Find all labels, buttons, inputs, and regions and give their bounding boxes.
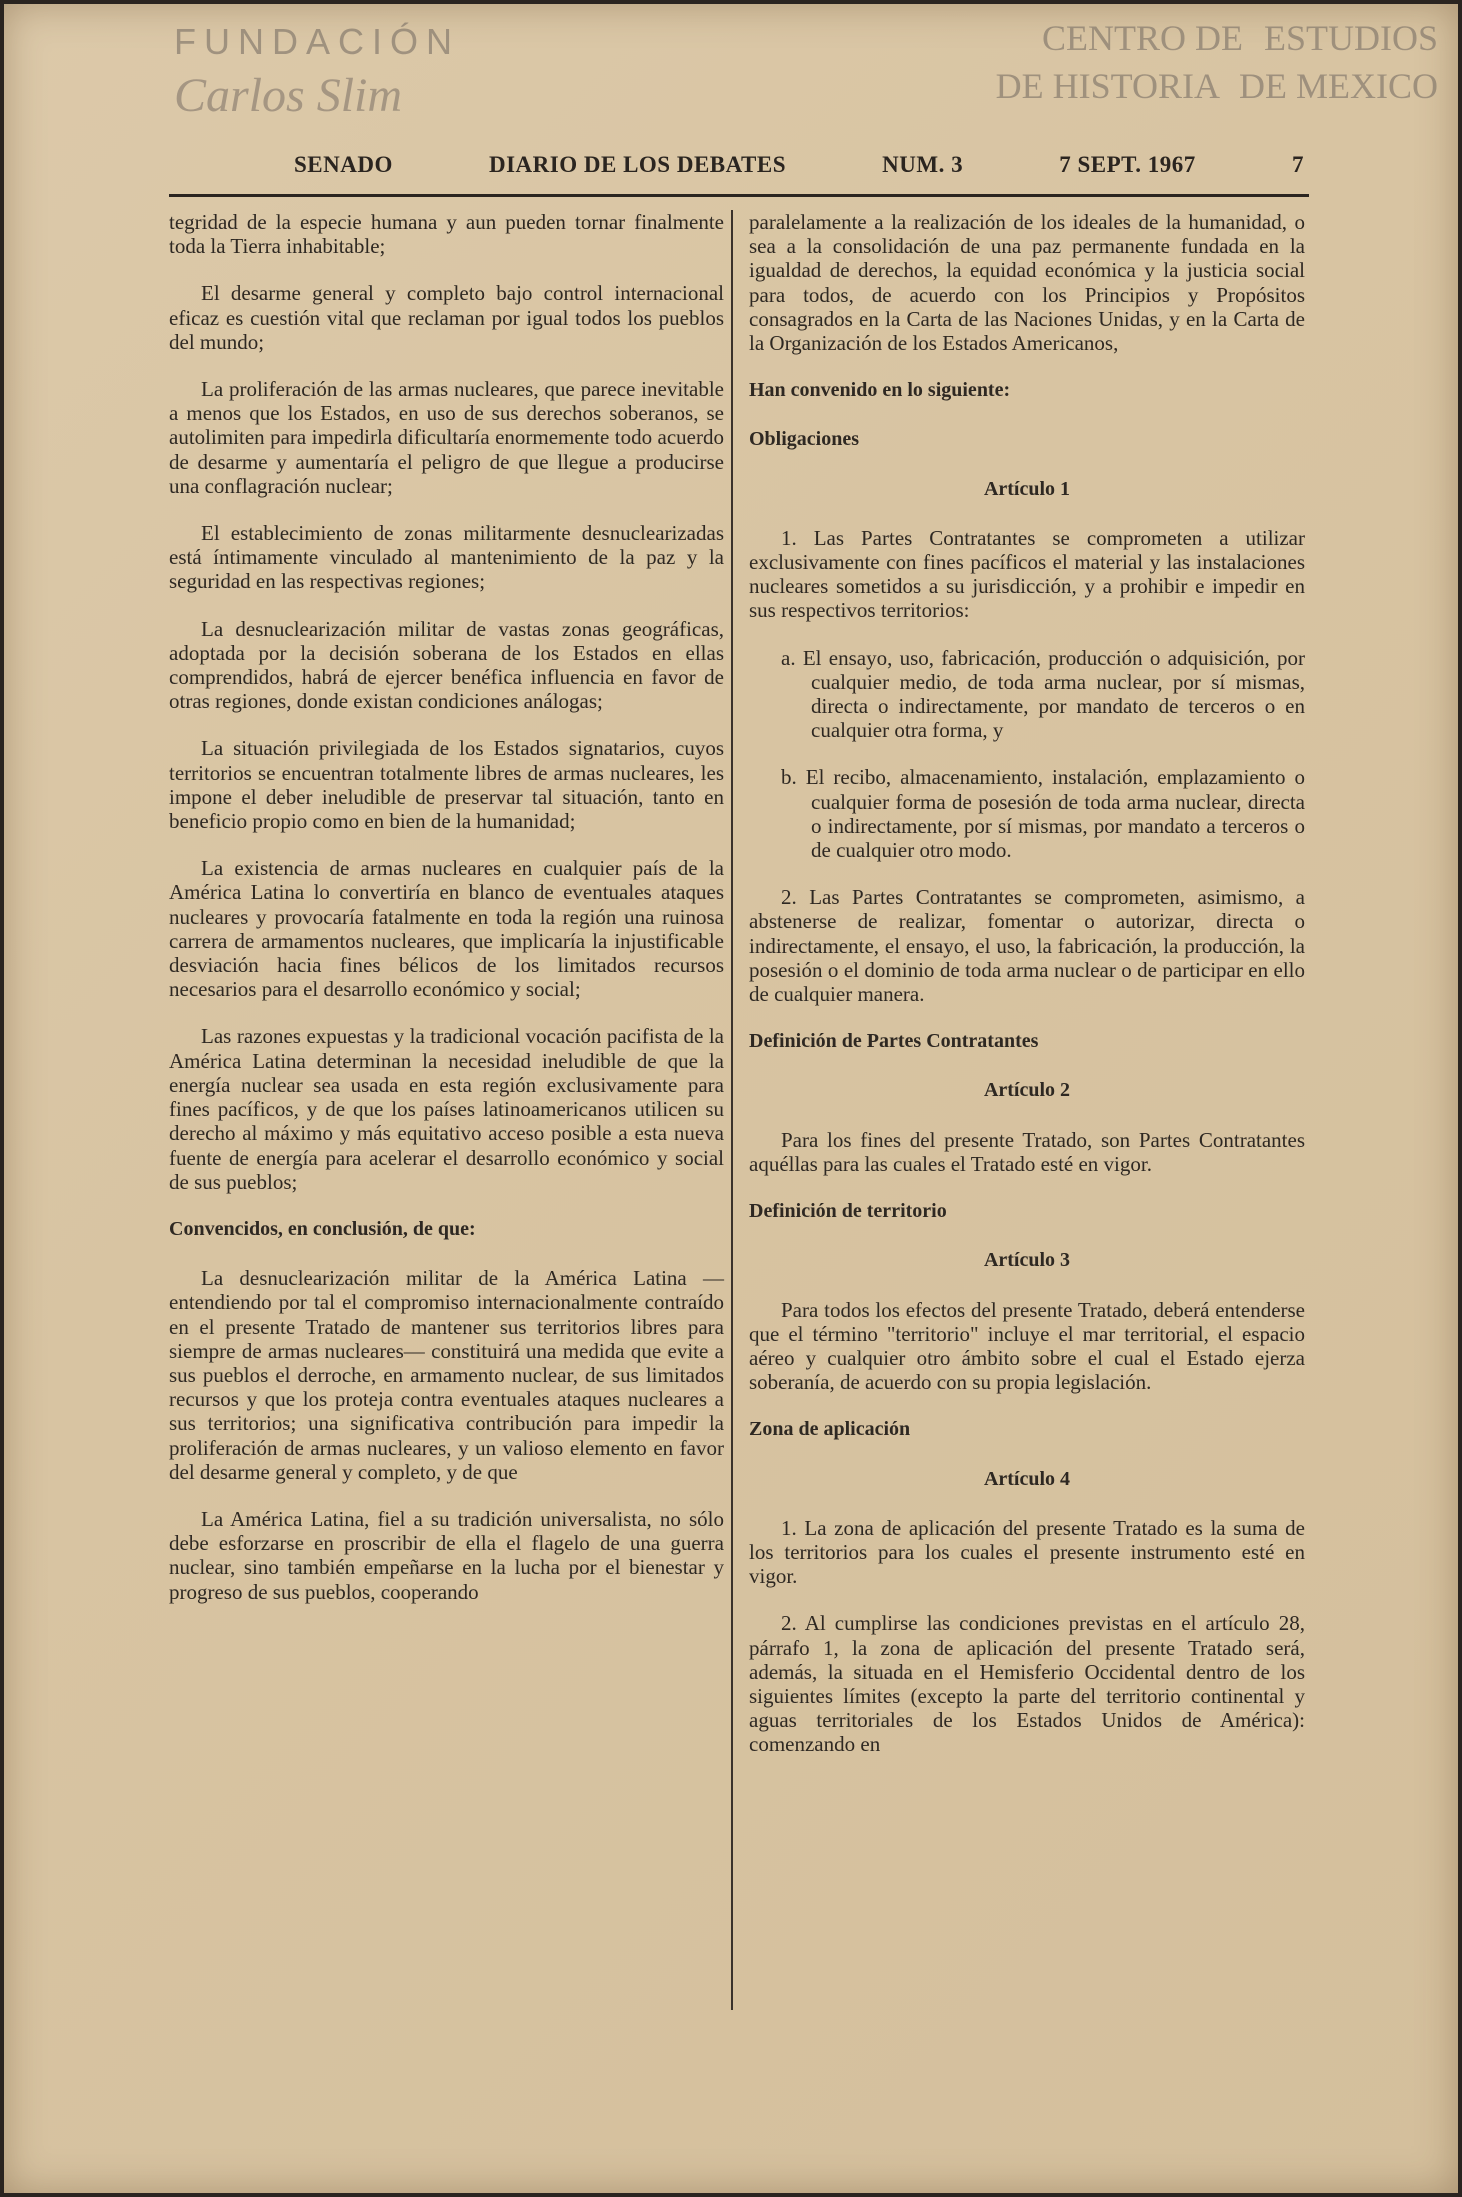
section-heading: Zona de aplicación (749, 1418, 911, 1441)
paragraph: La América Latina, fiel a su tradición universalista, no sólo debe esforzarse en proscribir de ella el flagelo de una guerra nuclear, sino también empeñarse en la lucha por el bienestar y progreso de sus pueblos, cooperando (169, 1506, 724, 1604)
document-page (4, 4, 1458, 2193)
watermark-signature: Carlos Slim (174, 69, 403, 122)
right-column (749, 210, 1305, 1780)
paragraph: 2. Al cumplirse las condiciones previstas en el artículo 28, párrafo 1, la zona de aplicación del presente Tratado será, además, la situada en el Hemisferio Occidental dentro de los siguientes límites (excepto la parte del territorio continental y aguas territoriales de los Estados Unidos de América): comenzando en (749, 1611, 1305, 1757)
header-number: NUM. 3 (882, 152, 964, 177)
paragraph: La desnuclearización militar de la América Latina —entendiendo por tal el compromiso internacionalmente contraído en el presente Tratado de mantener sus territorios libres para siempre de armas nucleares— constituirá una medida que evite a sus pueblos el derroche, en armamento nuclear, de sus limitados recursos y que los proteja contra eventuales ataques nucleares a sus territorios; una significativa contribución para impedir la proliferación de armas nucleares, y un valioso elemento en favor del desarme general y completo, y de que (169, 1266, 724, 1484)
section-heading: Obligaciones (749, 428, 860, 451)
watermark-fundacion: FUNDACIÓN (174, 21, 460, 62)
paragraph: 1. Las Partes Contratantes se comprometen a utilizar exclusivamente con fines pacíficos el material y las instalaciones nucleares sometidos a su jurisdicción, y a prohibir e impedir en sus respectivos territorios: (749, 525, 1305, 623)
paragraph: El establecimiento de zonas militarmente desnuclearizadas está íntimamente vinculado al mantenimiento de la paz y la seguridad en las respectivas regiones; (169, 521, 724, 594)
watermark-text: DE HISTORIA (995, 66, 1219, 106)
article-heading: Artículo 1 (983, 477, 1071, 500)
header-rule (169, 194, 1309, 197)
header-date: 7 SEPT. 1967 (1059, 152, 1196, 177)
paragraph: Para todos los efectos del presente Tratado, deberá entenderse que el término "territorio" incluye el mar territorial, el espacio aéreo y cualquier otro ámbito sobre el cual el Estado ejerza soberanía, de acuerdo con su propia legislación. (749, 1297, 1305, 1395)
watermark-text: CENTRO DE (1041, 18, 1243, 58)
section-heading: Convencidos, en conclusión, de que: (169, 1217, 476, 1240)
paragraph: 2. Las Partes Contratantes se comprometen, asimismo, a abstenerse de realizar, fomentar o autorizar, directa o indirectamente, el ensayo, el uso, la fabricación, la producción, la posesión o el dominio de toda arma nuclear o de participar en ello de cualquier manera. (749, 885, 1305, 1007)
paragraph: La existencia de armas nucleares en cualquier país de la América Latina lo convertiría en blanco de eventuales ataques nucleares y provocaría fatalmente en toda la región una ruinosa carrera de armamentos nucleares, que implicaría la injustificable desviación hacia fines bélicos de los limitados recursos necesarios para el desarrollo económico y social; (169, 856, 724, 1002)
article-heading: Artículo 4 (983, 1467, 1071, 1490)
header-publication: DIARIO DE LOS DEBATES (489, 152, 787, 177)
paragraph: La proliferación de las armas nucleares, que parece inevitable a menos que los Estados, en uso de sus derechos soberanos, se autolimiten para impedirla dificultaría enormemente todo acuerdo de desarme y aumentaría el peligro de que llegue a producirse una conflagración nuclear; (169, 377, 724, 498)
paragraph: paralelamente a la realización de los ideales de la humanidad, o sea a la consolidación de una paz permanente fundada en la igualdad de derechos, la equidad económica y la justicia social para todos, de acuerdo con los Principios y Propósitos consagrados en la Carta de las Naciones Unidas, y en la Carta de la Organización de los Estados Americanos, (749, 210, 1305, 356)
left-column (169, 210, 724, 1627)
page-header (294, 152, 1304, 178)
watermark-text: DE MEXICO (1239, 66, 1438, 106)
paragraph: Las razones expuestas y la tradicional vocación pacifista de la América Latina determinan la necesidad ineludible de que la energía nuclear sea usada en esta región exclusivamente para fines pacíficos, y de que los países latinoamericanos utilicen su derecho al máximo y más equitativo acceso posible a esta nueva fuente de energía para acelerar el desarrollo económico y social de sus pueblos; (169, 1024, 724, 1194)
header-page-number: 7 (1291, 152, 1304, 177)
section-heading: Han convenido en lo siguiente: (749, 379, 1011, 402)
header-chamber: SENADO (294, 152, 393, 177)
article-heading: Artículo 3 (983, 1249, 1071, 1272)
paragraph: 1. La zona de aplicación del presente Tratado es la suma de los territorios para los cuales el presente instrumento esté en vigor. (749, 1515, 1305, 1589)
section-heading: Definición de territorio (749, 1200, 947, 1223)
watermark-text: ESTUDIOS (1263, 18, 1438, 58)
paragraph: La situación privilegiada de los Estados signatarios, cuyos territorios se encuentran totalmente libres de armas nucleares, les impone el deber ineludible de preservar tal situación, tanto en beneficio propio como en bien de la humanidad; (169, 736, 724, 834)
paragraph: Para los fines del presente Tratado, son Partes Contratantes aquéllas para las cuales el Tratado esté en vigor. (749, 1127, 1305, 1176)
section-heading: Definición de Partes Contratantes (749, 1030, 1039, 1053)
list-item: a. El ensayo, uso, fabricación, producción o adquisición, por cualquier medio, de toda arma nuclear, por sí mismas, directa o indirectamente, por mandato de terceros o en cualquier otra forma, y (781, 645, 1305, 743)
column-divider (731, 210, 733, 2010)
paragraph: El desarme general y completo bajo control internacional eficaz es cuestión vital que reclaman por igual todos los pueblos del mundo; (169, 281, 724, 354)
paragraph: tegridad de la especie humana y aun pueden tornar finalmente toda la Tierra inhabitable; (169, 210, 724, 259)
article-heading: Artículo 2 (983, 1079, 1071, 1102)
watermark-centro-estudios (918, 14, 1438, 110)
list-item: b. El recibo, almacenamiento, instalación, emplazamiento o cualquier forma de posesión de toda arma nuclear, directa o indirectamente, por sí mismas, por mandato a terceros o de cualquier otro modo. (781, 765, 1305, 863)
paragraph: La desnuclearización militar de vastas zonas geográficas, adoptada por la decisión soberana de los Estados en ellas comprendidos, habrá de ejercer benéfica influencia en favor de otras regiones, donde existan condiciones análogas; (169, 616, 724, 714)
